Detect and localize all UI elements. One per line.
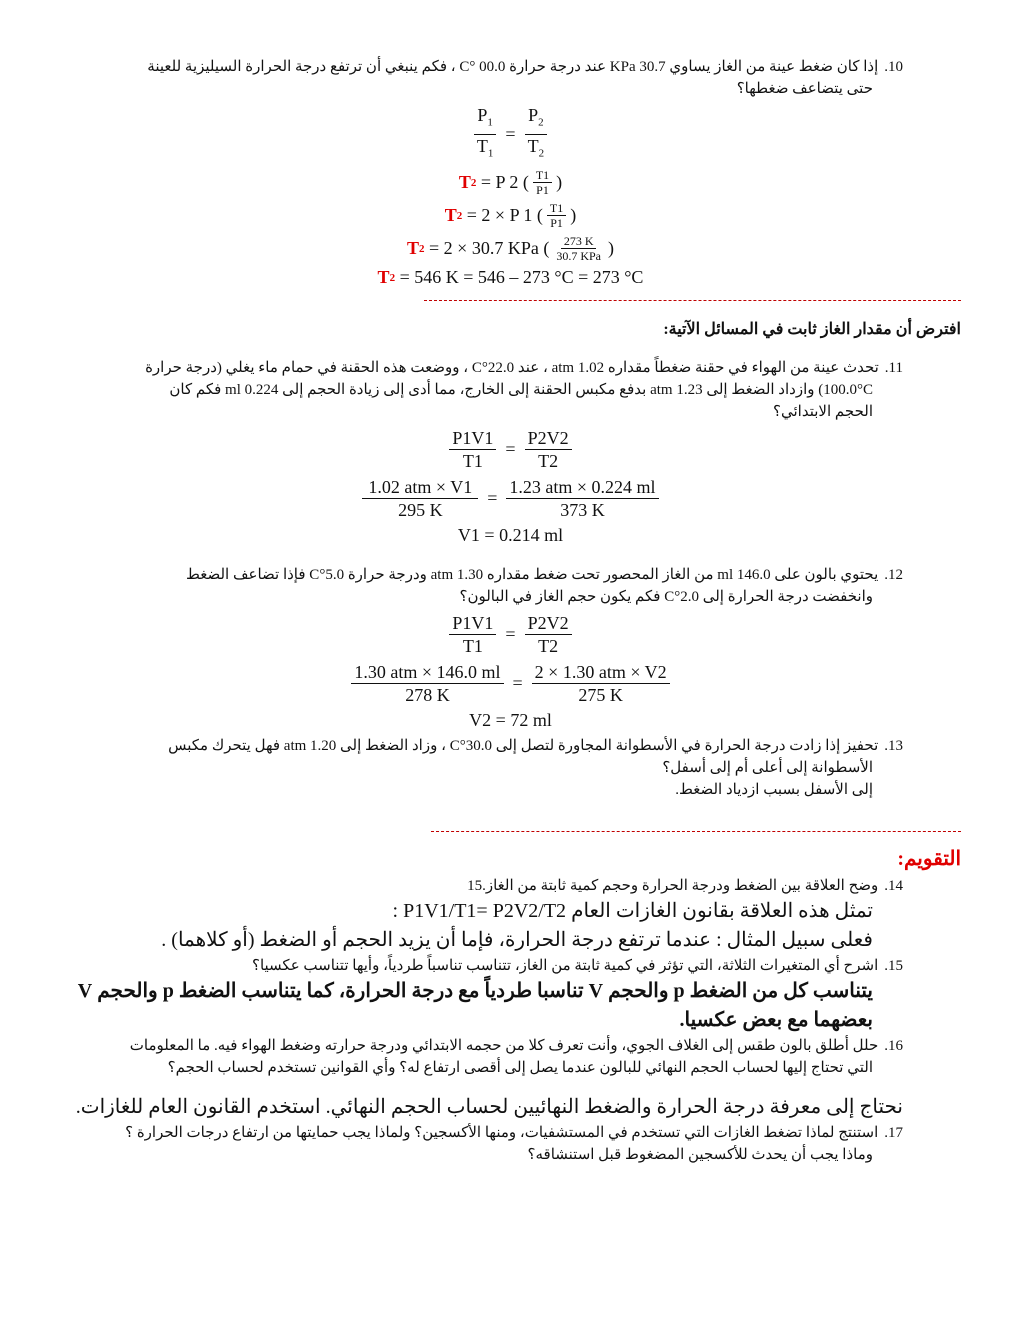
section-divider bbox=[424, 300, 961, 301]
question-14 bbox=[60, 875, 903, 897]
question-16 bbox=[60, 1035, 903, 1079]
equation-substitution: $\frac{\text{1.02 atm × V1}}{295 K}$ = $\frac{\text{1.23 atm × 0.224 ml}}{373 K}$ bbox=[358, 476, 662, 521]
question-10 bbox=[60, 56, 903, 100]
question-text: إذا كان ضغط عينة من الغاز يساوي 30.7 KPa عند درجة حرارة 00.0 °C ، فكم ينبغي أن ترتفع درجة الحرارة السيليزية للعينة bbox=[147, 59, 879, 75]
question-text: اشرح أي المتغيرات الثلاثة، التي تؤثر في كمية ثابتة من الغاز، تتناسب تناسباً طردياً، وأيها تتناسب عكسيا؟ bbox=[251, 958, 879, 975]
question-text: 100.0°C) وازداد الضغط إلى 1.23 atm بدفع مكبس الحقنة إلى الخارج، مما أدى إلى زيادة الحجم إلى 0.224 ml فكم كان bbox=[169, 382, 873, 399]
question-text: استنتج لماذا تضغط الغازات التي تستخدم في المستشفيات، ومنها الأكسجين؟ ولماذا يجب حمايتها من ارتفاع درجات الحرارة ؟ bbox=[125, 1125, 879, 1142]
question-text: تحفيز إذا زادت درجة الحرارة في الأسطوانة المجاورة لتصل إلى 30.0°C ، وزاد الضغط إلى 1.20 atm فهل يتحرك مكبس bbox=[168, 738, 879, 755]
equation-substitution: $\frac{\text{1.30 atm × 146.0 ml}}{278 K}$ = $\frac{\text{2 × 1.30 atm × V2}}{275 K}$ bbox=[347, 661, 673, 706]
equation-result: T 2 = 546 K = 546 – 273 °C = 273 °C bbox=[377, 267, 644, 288]
question-text: وضح العلاقة بين الضغط ودرجة الحرارة وحجم كمية ثابتة من الغاز.15 bbox=[467, 878, 879, 895]
question-number: 12. bbox=[884, 567, 903, 584]
question-number: 11. bbox=[884, 360, 903, 377]
answer-14 bbox=[60, 897, 873, 955]
equation-answer: V2 = 72 ml bbox=[469, 710, 552, 731]
question-text: الحجم الابتدائي؟ bbox=[773, 404, 873, 421]
question-15 bbox=[60, 955, 903, 977]
question-number: 16. bbox=[884, 1038, 903, 1055]
question-text: التي تحتاج إليها لحساب الحجم النهائي للبالون عندما يصل إلى أقصى ارتفاع له؟ وأي القوانين تستخدم لحساب الحجم؟ bbox=[167, 1060, 873, 1077]
answer-text: تمثل هذه العلاقة بقانون الغازات العام P1V1/T1= P2V2/T2 : bbox=[392, 900, 873, 923]
question-number: 17. bbox=[884, 1125, 903, 1142]
question-text: وانخفضت درجة الحرارة إلى 2.0°C فكم يكون حجم الغاز في البالون؟ bbox=[459, 589, 873, 606]
equation-combined-gas-law: $\frac{P1V1}{T1}$ = $\frac{P2V2}{T2}$ bbox=[445, 427, 575, 472]
equation-answer: V1 = 0.214 ml bbox=[457, 525, 564, 546]
question-13 bbox=[60, 735, 903, 801]
question-text: وماذا يجب أن يحدث للأكسجين المضغوط قبل استنشاقه؟ bbox=[527, 1147, 873, 1164]
question-number: 14. bbox=[884, 878, 903, 895]
equation-step-1: T 2 = P 2 ( $\frac{T1}{P1}$ ) bbox=[458, 168, 563, 198]
question-number: 13. bbox=[884, 738, 903, 755]
answer-text: إلى الأسفل بسبب ازدياد الضغط. bbox=[675, 782, 873, 799]
section-divider bbox=[431, 831, 961, 832]
question-12 bbox=[60, 564, 903, 608]
answer-text: فعلى سبيل المثال : عندما ترتفع درجة الحرارة، فإما أن يزيد الحجم أو الضغط (أو كلاهما) . bbox=[161, 929, 873, 952]
question-text: حتى يتضاعف ضغطها؟ bbox=[736, 81, 873, 97]
question-11 bbox=[60, 357, 903, 423]
question-number: 15. bbox=[884, 958, 903, 975]
question-text: حلل أطلق بالون طقس إلى الغلاف الجوي، وأنت تعرف كلا من حجمه الابتدائي ودرجة حرارته وضغط الهواء فيه. ما المعلومات bbox=[129, 1038, 879, 1055]
question-number: 10. bbox=[884, 59, 903, 75]
question-text: يحتوي بالون على 146.0 ml من الغاز المحصور تحت ضغط مقداره 1.30 atm ودرجة حرارة 5.0°C فإذا تضاعف الضغط bbox=[186, 567, 879, 584]
evaluation-heading: التقويم: bbox=[897, 848, 961, 871]
answer-text: يتناسب كل من الضغط p والحجم V تناسبا طردياً مع درجة الحرارة، كما يتناسب الضغط p والحجم V bbox=[77, 980, 873, 1003]
answer-15 bbox=[60, 977, 873, 1035]
equation-pressure-law: $\frac{P_1}{T_1}$ = $\frac{P_2}{T_2}$ bbox=[470, 104, 551, 164]
question-17 bbox=[60, 1122, 903, 1166]
equation-step-2: T 2 = 2 × P 1 ( $\frac{T1}{P1}$ ) bbox=[444, 201, 577, 231]
question-text: الأسطوانة إلى أعلى أم إلى أسفل؟ bbox=[662, 760, 873, 777]
equation-combined-gas-law: $\frac{P1V1}{T1}$ = $\frac{P2V2}{T2}$ bbox=[445, 612, 575, 657]
question-text: تحدث عينة من الهواء في حقنة ضغطاً مقداره 1.02 atm ، عند 22.0°C ، ووضعت هذه الحقنة في حمام ماء يغلي (درجة حرارة bbox=[145, 360, 879, 377]
equation-step-3: T 2 = 2 × 30.7 KPa ( $\frac{273 K}{\text{30.7 KPa}}$ ) bbox=[407, 234, 614, 264]
answer-text: بعضهما مع بعض عكسيا. bbox=[679, 1009, 873, 1032]
answer-16: نحتاج إلى معرفة درجة الحرارة والضغط النهائيين لحساب الحجم النهائي. استخدم القانون العام للغازات. bbox=[75, 1096, 903, 1119]
section-heading: افترض أن مقدار الغاز ثابت في المسائل الآتية: bbox=[663, 321, 961, 339]
